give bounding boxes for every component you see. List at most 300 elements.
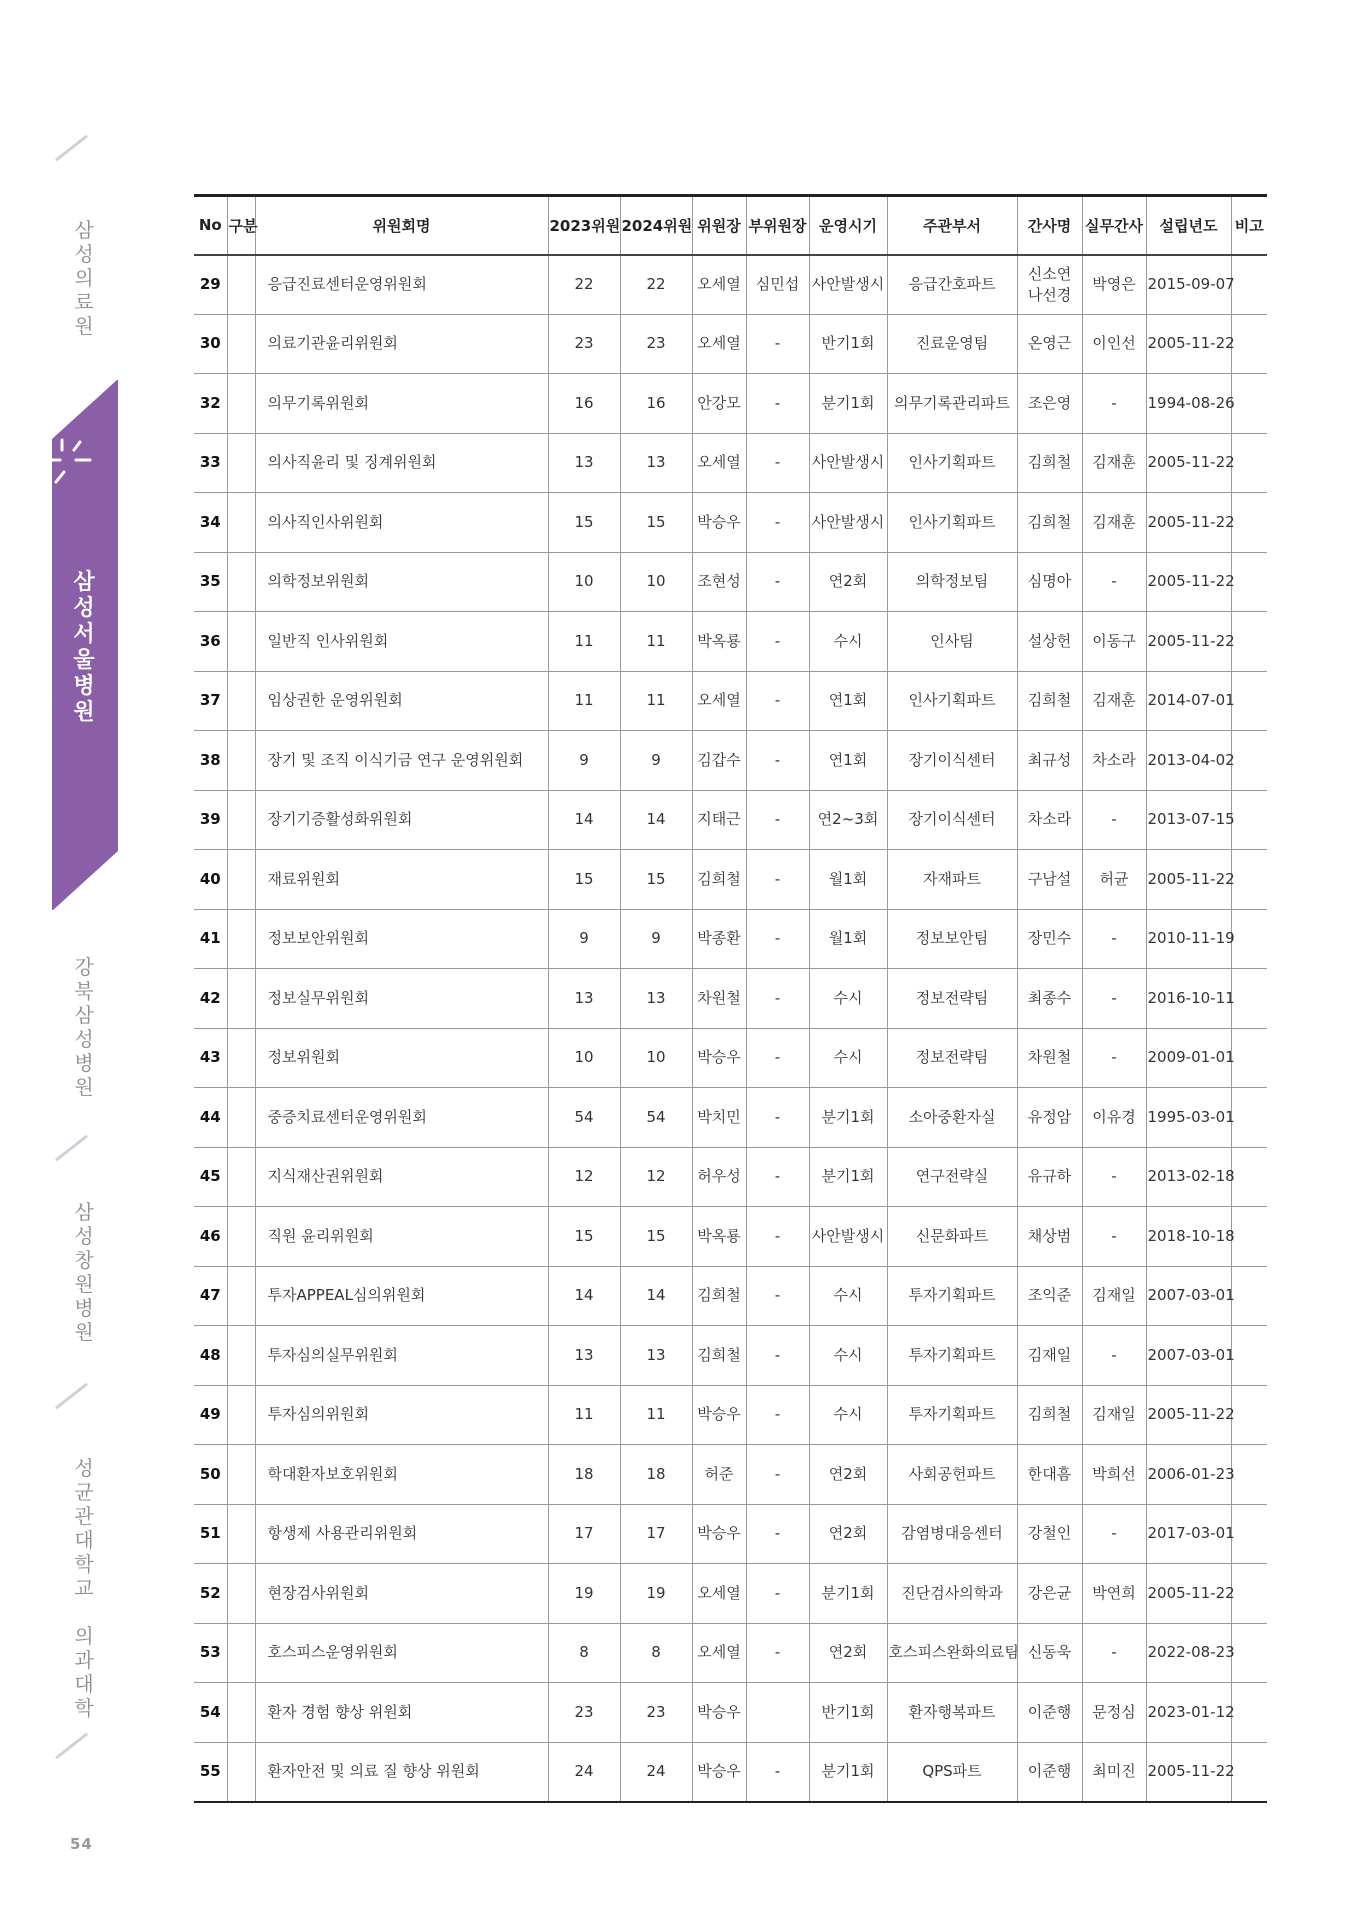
cell-operating-period: 반기1회	[809, 314, 887, 374]
cell-vice-chair: -	[746, 1326, 809, 1386]
cell-members-2023: 8	[548, 1623, 620, 1683]
cell-members-2024: 14	[620, 1266, 692, 1326]
cell-operating-period: 연2회	[809, 1623, 887, 1683]
cell-gubun	[227, 790, 255, 850]
cell-note	[1231, 1445, 1267, 1505]
cell-members-2023: 10	[548, 1028, 620, 1088]
cell-members-2024: 22	[620, 255, 692, 315]
cell-members-2023: 15	[548, 850, 620, 910]
cell-committee-name: 의학정보위원회	[255, 552, 548, 612]
cell-working-secretary: 이유경	[1082, 1088, 1146, 1148]
cell-operating-period: 수시	[809, 612, 887, 672]
cell-chair: 김희철	[692, 850, 746, 910]
cell-gubun	[227, 493, 255, 553]
cell-department: 신문화파트	[887, 1207, 1017, 1267]
cell-members-2024: 54	[620, 1088, 692, 1148]
divider-slash	[55, 1733, 88, 1760]
cell-working-secretary: 박영은	[1082, 255, 1146, 315]
header-founded: 설립년도	[1146, 196, 1231, 255]
cell-note	[1231, 314, 1267, 374]
sidebar-section-samsung-changwon-hospital: 삼 성 창 원 병 원	[74, 1200, 94, 1344]
cell-no: 37	[194, 671, 227, 731]
cell-chair: 허준	[692, 1445, 746, 1505]
cell-founded: 2018-10-18	[1146, 1207, 1231, 1267]
cell-vice-chair: -	[746, 1266, 809, 1326]
sidebar-section-samsung-seoul-hospital: 삼 성 서 울 병 원	[73, 570, 95, 725]
cell-members-2024: 13	[620, 433, 692, 493]
cell-secretary: 심명아	[1017, 552, 1082, 612]
cell-note	[1231, 1266, 1267, 1326]
cell-department: 자재파트	[887, 850, 1017, 910]
cell-members-2024: 11	[620, 671, 692, 731]
cell-secretary: 조은영	[1017, 374, 1082, 434]
cell-secretary: 김희철	[1017, 1385, 1082, 1445]
cell-secretary: 유정암	[1017, 1088, 1082, 1148]
header-note: 비고	[1231, 196, 1267, 255]
cell-gubun	[227, 909, 255, 969]
cell-founded: 2005-11-22	[1146, 493, 1231, 553]
cell-no: 50	[194, 1445, 227, 1505]
cell-vice-chair: -	[746, 1623, 809, 1683]
cell-secretary: 김희철	[1017, 493, 1082, 553]
cell-working-secretary: 박연희	[1082, 1564, 1146, 1624]
cell-note	[1231, 969, 1267, 1029]
cell-vice-chair: -	[746, 850, 809, 910]
committee-table-wrapper	[194, 194, 1267, 1803]
cell-committee-name: 환자 경험 향상 위원회	[255, 1683, 548, 1743]
cell-working-secretary: -	[1082, 969, 1146, 1029]
cell-operating-period: 사안발생시	[809, 433, 887, 493]
cell-operating-period: 연1회	[809, 671, 887, 731]
cell-members-2024: 17	[620, 1504, 692, 1564]
cell-members-2024: 23	[620, 314, 692, 374]
cell-working-secretary: 허균	[1082, 850, 1146, 910]
cell-department: 정보보안팀	[887, 909, 1017, 969]
cell-department: 투자기획파트	[887, 1326, 1017, 1386]
cell-department: 정보전략팀	[887, 969, 1017, 1029]
cell-members-2024: 13	[620, 969, 692, 1029]
cell-operating-period: 분기1회	[809, 1742, 887, 1802]
cell-chair: 김갑수	[692, 731, 746, 791]
cell-secretary: 강철인	[1017, 1504, 1082, 1564]
cell-founded: 2013-04-02	[1146, 731, 1231, 791]
table-row	[194, 909, 1267, 969]
cell-vice-chair: -	[746, 790, 809, 850]
header-gubun: 구분	[227, 196, 255, 255]
cell-note	[1231, 1742, 1267, 1802]
cell-members-2023: 10	[548, 552, 620, 612]
cell-members-2024: 18	[620, 1445, 692, 1505]
cell-members-2023: 11	[548, 1385, 620, 1445]
table-row	[194, 493, 1267, 553]
cell-founded: 2014-07-01	[1146, 671, 1231, 731]
cell-vice-chair: -	[746, 1385, 809, 1445]
cell-chair: 차원철	[692, 969, 746, 1029]
cell-no: 54	[194, 1683, 227, 1743]
cell-operating-period: 연2회	[809, 1445, 887, 1505]
cell-secretary: 장민수	[1017, 909, 1082, 969]
cell-gubun	[227, 1445, 255, 1505]
cell-members-2023: 16	[548, 374, 620, 434]
cell-vice-chair: -	[746, 433, 809, 493]
cell-chair: 박옥룡	[692, 1207, 746, 1267]
cell-operating-period: 수시	[809, 1266, 887, 1326]
cell-committee-name: 의료기관윤리위원회	[255, 314, 548, 374]
cell-no: 45	[194, 1147, 227, 1207]
cell-vice-chair: -	[746, 1207, 809, 1267]
cell-no: 55	[194, 1742, 227, 1802]
cell-no: 35	[194, 552, 227, 612]
cell-members-2024: 9	[620, 909, 692, 969]
cell-secretary: 차소라	[1017, 790, 1082, 850]
cell-founded: 2005-11-22	[1146, 552, 1231, 612]
cell-committee-name: 직원 윤리위원회	[255, 1207, 548, 1267]
cell-gubun	[227, 1088, 255, 1148]
cell-members-2023: 9	[548, 731, 620, 791]
cell-founded: 2005-11-22	[1146, 433, 1231, 493]
cell-members-2023: 14	[548, 1266, 620, 1326]
cell-committee-name: 재료위원회	[255, 850, 548, 910]
cell-founded: 1995-03-01	[1146, 1088, 1231, 1148]
cell-founded: 1994-08-26	[1146, 374, 1231, 434]
cell-note	[1231, 731, 1267, 791]
cell-operating-period: 분기1회	[809, 1088, 887, 1148]
cell-note	[1231, 1504, 1267, 1564]
cell-note	[1231, 1683, 1267, 1743]
cell-members-2023: 14	[548, 790, 620, 850]
cell-members-2024: 15	[620, 1207, 692, 1267]
cell-gubun	[227, 612, 255, 672]
cell-secretary: 최규성	[1017, 731, 1082, 791]
cell-no: 46	[194, 1207, 227, 1267]
cell-members-2023: 54	[548, 1088, 620, 1148]
cell-department: 인사팀	[887, 612, 1017, 672]
cell-members-2024: 12	[620, 1147, 692, 1207]
cell-note	[1231, 1088, 1267, 1148]
cell-note	[1231, 374, 1267, 434]
cell-gubun	[227, 731, 255, 791]
sidebar-section-skku-medicine: 성 균 관 대 학 교 의 과 대 학	[74, 1456, 94, 1720]
cell-committee-name: 지식재산권위원회	[255, 1147, 548, 1207]
table-row	[194, 1028, 1267, 1088]
header-no: No	[194, 196, 227, 255]
cell-committee-name: 현장검사위원회	[255, 1564, 548, 1624]
cell-members-2024: 10	[620, 552, 692, 612]
cell-members-2023: 13	[548, 433, 620, 493]
cell-secretary: 김재일	[1017, 1326, 1082, 1386]
cell-chair: 김희철	[692, 1266, 746, 1326]
cell-no: 39	[194, 790, 227, 850]
cell-no: 52	[194, 1564, 227, 1624]
cell-members-2023: 15	[548, 493, 620, 553]
table-row	[194, 1326, 1267, 1386]
cell-note	[1231, 433, 1267, 493]
spark-icon	[50, 436, 94, 486]
cell-note	[1231, 552, 1267, 612]
cell-founded: 2005-11-22	[1146, 1385, 1231, 1445]
cell-secretary: 한대흠	[1017, 1445, 1082, 1505]
page-number: 54	[70, 1835, 93, 1853]
cell-gubun	[227, 433, 255, 493]
cell-department: 진료운영팀	[887, 314, 1017, 374]
cell-operating-period: 수시	[809, 1385, 887, 1445]
cell-operating-period: 반기1회	[809, 1683, 887, 1743]
cell-gubun	[227, 1207, 255, 1267]
table-row	[194, 433, 1267, 493]
cell-committee-name: 의사직윤리 및 징계위원회	[255, 433, 548, 493]
cell-working-secretary: 김재일	[1082, 1266, 1146, 1326]
sidebar-section-kangbuk-samsung-hospital: 강 북 삼 성 병 원	[74, 955, 94, 1099]
cell-committee-name: 정보보안위원회	[255, 909, 548, 969]
cell-vice-chair: -	[746, 1088, 809, 1148]
cell-working-secretary: 차소라	[1082, 731, 1146, 791]
cell-members-2024: 15	[620, 493, 692, 553]
cell-working-secretary: -	[1082, 1028, 1146, 1088]
cell-operating-period: 연2회	[809, 1504, 887, 1564]
header-department: 주관부서	[887, 196, 1017, 255]
cell-no: 53	[194, 1623, 227, 1683]
cell-no: 29	[194, 255, 227, 315]
table-row	[194, 850, 1267, 910]
table-row	[194, 552, 1267, 612]
cell-secretary: 김희철	[1017, 671, 1082, 731]
cell-committee-name: 투자심의실무위원회	[255, 1326, 548, 1386]
cell-vice-chair: -	[746, 552, 809, 612]
cell-founded: 2009-01-01	[1146, 1028, 1231, 1088]
cell-founded: 2015-09-07	[1146, 255, 1231, 315]
cell-working-secretary: 최미진	[1082, 1742, 1146, 1802]
cell-founded: 2007-03-01	[1146, 1266, 1231, 1326]
cell-operating-period: 수시	[809, 1326, 887, 1386]
cell-vice-chair: -	[746, 731, 809, 791]
cell-note	[1231, 612, 1267, 672]
cell-note	[1231, 1147, 1267, 1207]
cell-secretary: 강은균	[1017, 1564, 1082, 1624]
cell-no: 47	[194, 1266, 227, 1326]
table-row	[194, 1623, 1267, 1683]
table-row	[194, 1207, 1267, 1267]
cell-vice-chair: -	[746, 493, 809, 553]
table-row	[194, 1504, 1267, 1564]
cell-members-2024: 9	[620, 731, 692, 791]
cell-vice-chair: -	[746, 671, 809, 731]
table-row	[194, 671, 1267, 731]
cell-gubun	[227, 1742, 255, 1802]
cell-department: 환자행복파트	[887, 1683, 1017, 1743]
table-row	[194, 1385, 1267, 1445]
cell-committee-name: 장기 및 조직 이식기금 연구 운영위원회	[255, 731, 548, 791]
cell-no: 36	[194, 612, 227, 672]
cell-department: 인사기획파트	[887, 493, 1017, 553]
header-committee-name: 위원회명	[255, 196, 548, 255]
cell-working-secretary: -	[1082, 1147, 1146, 1207]
cell-founded: 2013-07-15	[1146, 790, 1231, 850]
cell-working-secretary: 문정심	[1082, 1683, 1146, 1743]
cell-gubun	[227, 850, 255, 910]
cell-members-2023: 18	[548, 1445, 620, 1505]
cell-secretary: 신동욱	[1017, 1623, 1082, 1683]
cell-members-2024: 23	[620, 1683, 692, 1743]
cell-operating-period: 사안발생시	[809, 1207, 887, 1267]
cell-members-2024: 10	[620, 1028, 692, 1088]
table-row	[194, 255, 1267, 315]
committee-table	[194, 194, 1267, 1803]
cell-members-2024: 24	[620, 1742, 692, 1802]
cell-operating-period: 사안발생시	[809, 493, 887, 553]
header-vice-chair: 부위원장	[746, 196, 809, 255]
table-header-row	[194, 196, 1267, 255]
table-row	[194, 1564, 1267, 1624]
cell-secretary: 김희철	[1017, 433, 1082, 493]
cell-committee-name: 응급진료센터운영위원회	[255, 255, 548, 315]
cell-founded: 2010-11-19	[1146, 909, 1231, 969]
cell-members-2023: 11	[548, 612, 620, 672]
cell-department: 정보전략팀	[887, 1028, 1017, 1088]
cell-department: 인사기획파트	[887, 671, 1017, 731]
cell-no: 49	[194, 1385, 227, 1445]
cell-committee-name: 투자심의위원회	[255, 1385, 548, 1445]
cell-note	[1231, 1623, 1267, 1683]
cell-working-secretary: -	[1082, 1504, 1146, 1564]
cell-department: 장기이식센터	[887, 731, 1017, 791]
table-row	[194, 1683, 1267, 1743]
cell-operating-period: 월1회	[809, 909, 887, 969]
divider-slash	[55, 1383, 88, 1410]
cell-note	[1231, 1385, 1267, 1445]
cell-working-secretary: 이인선	[1082, 314, 1146, 374]
cell-secretary	[1017, 255, 1082, 315]
cell-members-2023: 11	[548, 671, 620, 731]
table-row	[194, 1088, 1267, 1148]
cell-chair: 안강모	[692, 374, 746, 434]
cell-operating-period: 분기1회	[809, 1564, 887, 1624]
cell-no: 30	[194, 314, 227, 374]
cell-no: 42	[194, 969, 227, 1029]
table-row	[194, 1147, 1267, 1207]
cell-chair: 오세열	[692, 433, 746, 493]
cell-operating-period: 연2회	[809, 552, 887, 612]
cell-vice-chair	[746, 1683, 809, 1743]
cell-members-2023: 13	[548, 1326, 620, 1386]
cell-working-secretary: 김재훈	[1082, 493, 1146, 553]
cell-secretary-line: 나선경	[1027, 285, 1072, 304]
cell-working-secretary: 박희선	[1082, 1445, 1146, 1505]
cell-chair: 박치민	[692, 1088, 746, 1148]
cell-vice-chair: -	[746, 1742, 809, 1802]
cell-gubun	[227, 1147, 255, 1207]
cell-committee-name: 투자APPEAL심의위원회	[255, 1266, 548, 1326]
cell-vice-chair: -	[746, 314, 809, 374]
cell-no: 51	[194, 1504, 227, 1564]
cell-gubun	[227, 1326, 255, 1386]
cell-founded: 2005-11-22	[1146, 1742, 1231, 1802]
cell-vice-chair: -	[746, 374, 809, 434]
cell-operating-period: 연2~3회	[809, 790, 887, 850]
cell-founded: 2016-10-11	[1146, 969, 1231, 1029]
cell-founded: 2006-01-23	[1146, 1445, 1231, 1505]
cell-vice-chair: -	[746, 1504, 809, 1564]
cell-gubun	[227, 1564, 255, 1624]
cell-department: QPS파트	[887, 1742, 1017, 1802]
cell-secretary: 이준행	[1017, 1742, 1082, 1802]
divider-slash	[55, 135, 88, 162]
cell-chair: 오세열	[692, 671, 746, 731]
cell-department: 투자기획파트	[887, 1266, 1017, 1326]
cell-chair: 오세열	[692, 314, 746, 374]
header-members-2023: 2023위원	[548, 196, 620, 255]
cell-gubun	[227, 1385, 255, 1445]
table-row	[194, 314, 1267, 374]
cell-gubun	[227, 1504, 255, 1564]
cell-members-2023: 12	[548, 1147, 620, 1207]
cell-department: 소아중환자실	[887, 1088, 1017, 1148]
cell-note	[1231, 1326, 1267, 1386]
cell-members-2024: 19	[620, 1564, 692, 1624]
cell-working-secretary: -	[1082, 374, 1146, 434]
cell-gubun	[227, 969, 255, 1029]
cell-department: 의학정보팀	[887, 552, 1017, 612]
cell-gubun	[227, 255, 255, 315]
cell-members-2023: 19	[548, 1564, 620, 1624]
cell-department: 사회공헌파트	[887, 1445, 1017, 1505]
table-row	[194, 731, 1267, 791]
cell-founded: 2023-01-12	[1146, 1683, 1231, 1743]
cell-no: 43	[194, 1028, 227, 1088]
cell-members-2024: 14	[620, 790, 692, 850]
cell-committee-name: 학대환자보호위원회	[255, 1445, 548, 1505]
cell-working-secretary: 이동구	[1082, 612, 1146, 672]
cell-chair: 오세열	[692, 255, 746, 315]
sidebar-section-samsung-medical-center: 삼 성 의 료 원	[74, 218, 94, 338]
cell-working-secretary: 김재일	[1082, 1385, 1146, 1445]
cell-department: 진단검사의학과	[887, 1564, 1017, 1624]
cell-working-secretary: -	[1082, 909, 1146, 969]
cell-secretary: 조익준	[1017, 1266, 1082, 1326]
cell-committee-name: 호스피스운영위원회	[255, 1623, 548, 1683]
cell-chair: 조현성	[692, 552, 746, 612]
cell-department: 장기이식센터	[887, 790, 1017, 850]
cell-working-secretary: -	[1082, 552, 1146, 612]
cell-founded: 2005-11-22	[1146, 850, 1231, 910]
header-chair: 위원장	[692, 196, 746, 255]
cell-founded: 2013-02-18	[1146, 1147, 1231, 1207]
cell-founded: 2005-11-22	[1146, 612, 1231, 672]
cell-members-2023: 13	[548, 969, 620, 1029]
cell-department: 의무기록관리파트	[887, 374, 1017, 434]
cell-chair: 박승우	[692, 1504, 746, 1564]
cell-operating-period: 분기1회	[809, 1147, 887, 1207]
table-row	[194, 1742, 1267, 1802]
cell-members-2023: 15	[548, 1207, 620, 1267]
cell-chair: 박승우	[692, 1683, 746, 1743]
cell-committee-name: 임상권한 운영위원회	[255, 671, 548, 731]
cell-members-2023: 23	[548, 1683, 620, 1743]
cell-gubun	[227, 1623, 255, 1683]
cell-secretary: 구남설	[1017, 850, 1082, 910]
header-operating-period: 운영시기	[809, 196, 887, 255]
section-sidebar	[0, 0, 140, 1920]
table-row	[194, 1266, 1267, 1326]
cell-gubun	[227, 314, 255, 374]
table-row	[194, 612, 1267, 672]
cell-vice-chair: -	[746, 969, 809, 1029]
cell-gubun	[227, 1683, 255, 1743]
cell-secretary: 최종수	[1017, 969, 1082, 1029]
cell-chair: 지태근	[692, 790, 746, 850]
cell-members-2024: 15	[620, 850, 692, 910]
cell-committee-name: 의사직인사위원회	[255, 493, 548, 553]
cell-operating-period: 사안발생시	[809, 255, 887, 315]
